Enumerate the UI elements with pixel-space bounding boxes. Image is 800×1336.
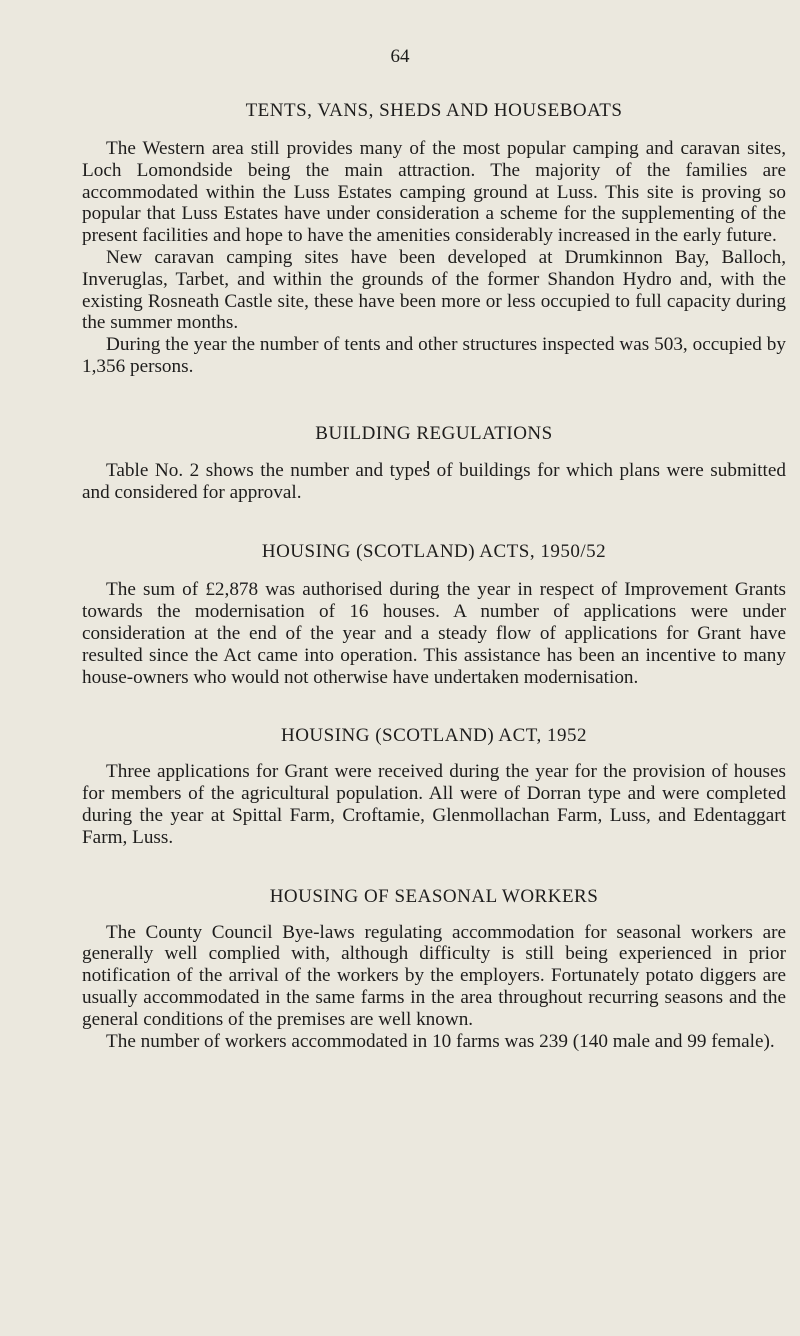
section-housing-act-1952 xyxy=(82,725,786,848)
paragraph: The Western area still provides many of the most popular camping and caravan sites, Loch Lomondside being the main attraction. The majority of the families are accommodated within the Luss Estates camping ground at Luss. This site is proving so popular that Luss Estates have under consideration a scheme for the supplementing of the present facilities and hope to have the amenities considerably increased in the early future. xyxy=(82,138,786,247)
section-heading: HOUSING (SCOTLAND) ACTS, 1950/52 xyxy=(261,541,607,563)
section-building-regulations xyxy=(82,423,786,504)
page-content xyxy=(82,100,786,1052)
section-tents-vans-sheds xyxy=(82,100,786,378)
section-heading: BUILDING REGULATIONS xyxy=(315,422,553,444)
paragraph: Table No. 2 shows the number and types of buildings for which plans were submitted and considered for approval. xyxy=(82,459,786,503)
section-housing-acts-1950-52 xyxy=(82,541,786,688)
section-heading: HOUSING OF SEASONAL WORKERS xyxy=(269,885,599,907)
paragraph: New caravan camping sites have been developed at Drumkinnon Bay, Balloch, Inveruglas, Tarbet, and within the grounds of the former Shandon Hydro and, with the existing Rosneath Castle site, these have been more or less occupied to full capacity during the summer months. xyxy=(82,246,786,334)
paragraph: The County Council Bye-laws regulating accommodation for seasonal workers are generally well complied with, although difficulty is still being experienced in prior notification of the arrival of the workers by the employers. Fortunately potato diggers are usually accommodated in the same farms in the area throughout recurring seasons and the general conditions of the premises are well known. xyxy=(82,921,786,1030)
section-seasonal-workers xyxy=(82,886,786,1053)
section-heading: TENTS, VANS, SHEDS AND HOUSEBOATS xyxy=(245,100,623,121)
page-number: 64 xyxy=(390,46,410,67)
paragraph: The sum of £2,878 was authorised during the year in respect of Improvement Grants towards the modernisation of 16 houses. A number of applications were under consideration at the end of the year and a steady flow of applications for Grant have resulted since the Act came into operation. This assistance has been an incentive to many house-owners who would not otherwise have undertaken modernisation. xyxy=(82,579,786,688)
paragraph: The number of workers accommodated in 10 farms was 239 (140 male and 99 female). xyxy=(106,1030,775,1052)
paragraph: Three applications for Grant were received during the year for the provision of houses for members of the agricultural population. All were of Dorran type and were completed during the year at Spittal Farm, Croftamie, Glenmollachan Farm, Luss, and Edentaggart Farm, Luss. xyxy=(82,761,786,848)
paragraph: During the year the number of tents and other structures inspected was 503, occupied by 1,356 persons. xyxy=(82,334,786,377)
section-heading: HOUSING (SCOTLAND) ACT, 1952 xyxy=(280,725,588,747)
